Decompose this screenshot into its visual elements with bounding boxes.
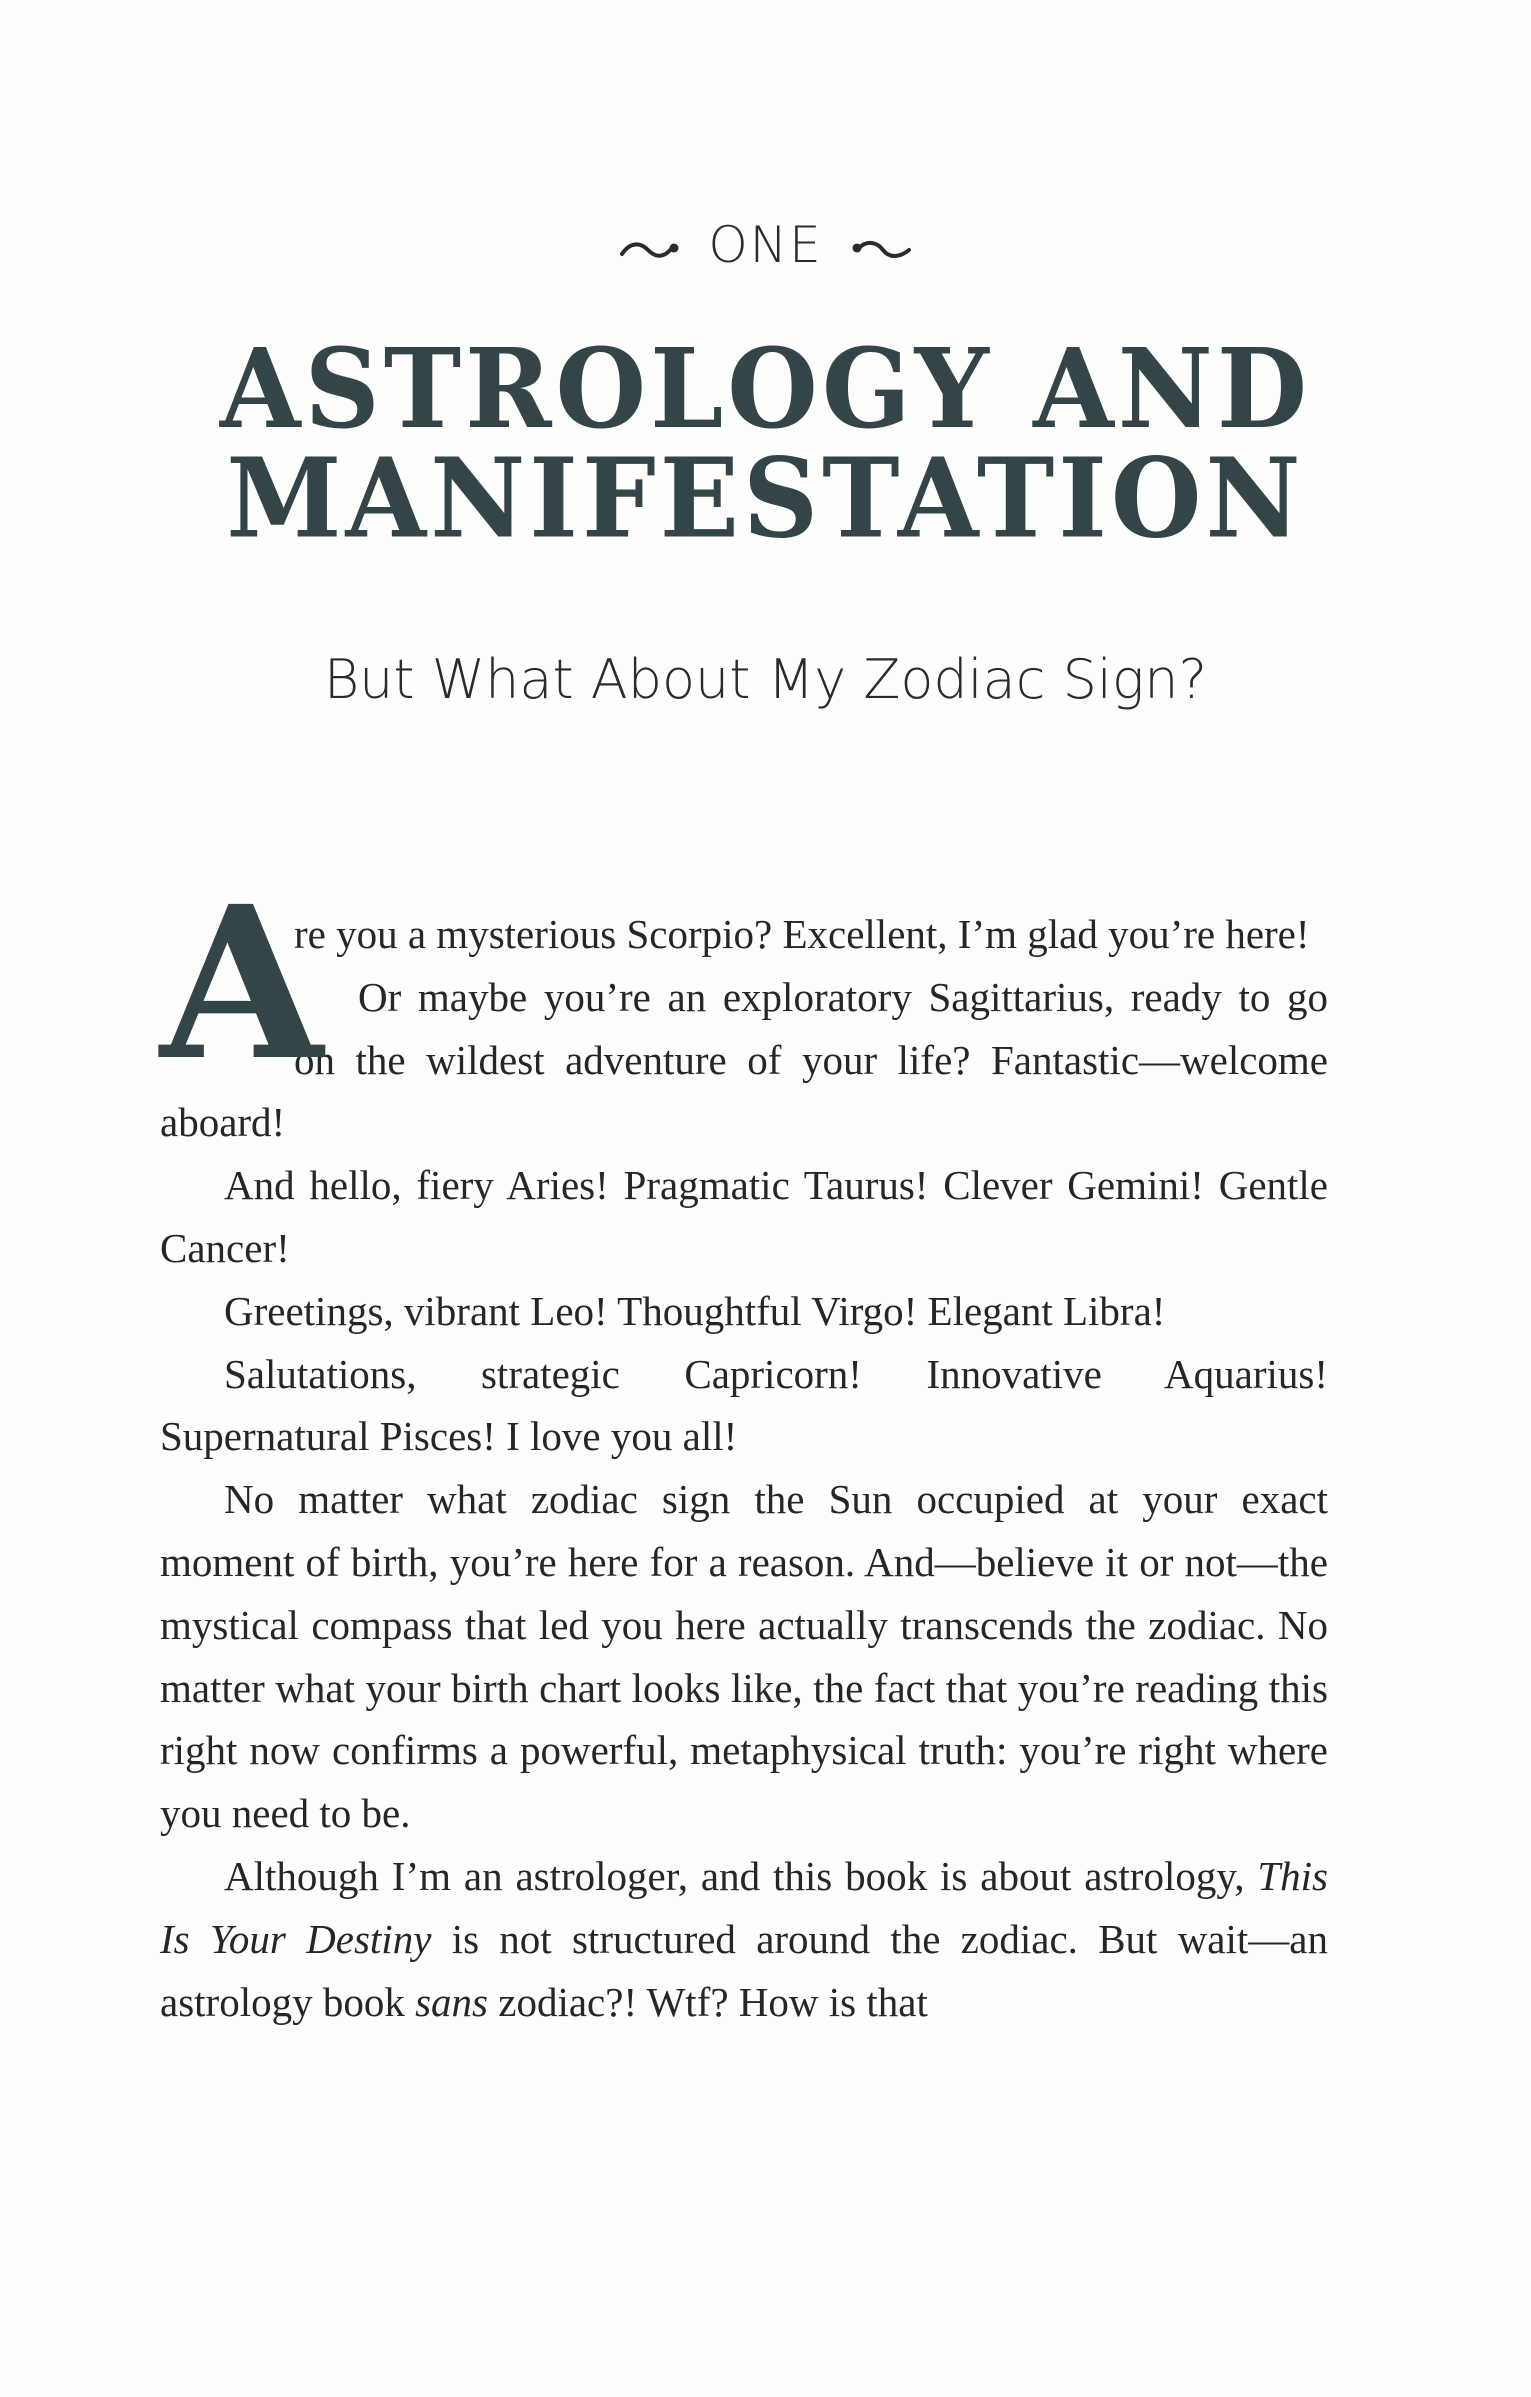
paragraph: Greetings, vibrant Leo! Thoughtful Virgo! Elegant Libra! bbox=[224, 1287, 1166, 1334]
paragraph-text: is not structured around the zodiac. But wait—an astrology book bbox=[160, 1915, 1328, 2025]
chapter-subtitle: But What About My Zodiac Sign? bbox=[323, 648, 1208, 711]
paragraph-text: zodiac?! Wtf? How is that bbox=[498, 1978, 928, 2025]
drop-cap bbox=[160, 860, 323, 1107]
paragraph: Salutations, strategic Capricorn! Innovative Aquarius! Supernatural Pisces! I love you all! bbox=[160, 1350, 1328, 1460]
paragraph-text: re you a mysterious Scorpio? Excellent, I’m glad you’re here! bbox=[294, 911, 1310, 957]
chapter-number-label: ONE bbox=[708, 216, 823, 274]
body-text bbox=[160, 860, 1329, 2033]
flourish-icon bbox=[851, 236, 913, 262]
italic-word: sans bbox=[415, 1978, 489, 2025]
chapter-title-line-1: ASTROLOGY AND bbox=[219, 324, 1312, 454]
paragraph: Or maybe you’re an exploratory Sagittarius, ready to go on the wildest adventure of your life? Fantastic—welcome aboard! bbox=[160, 973, 1328, 1146]
flourish-icon bbox=[618, 236, 680, 262]
drop-cap-letter: A bbox=[160, 860, 323, 1107]
book-title: This Is Your Destiny bbox=[160, 1852, 1329, 1962]
paragraph: No matter what zodiac sign the Sun occupied at your exact moment of birth, you’re here for a reason. And—believe it or not—the mystical compass that led you here actually transcends the zodiac. No matter what your birth chart looks like, the fact that you’re reading this right now confirms a powerful, metaphysical truth: you’re right where you need to be. bbox=[160, 1476, 1328, 1837]
paragraph bbox=[160, 1845, 1328, 2033]
paragraph: And hello, fiery Aries! Pragmatic Taurus! Clever Gemini! Gentle Cancer! bbox=[160, 1162, 1328, 1271]
chapter-title-line-2: MANIFESTATION bbox=[226, 433, 1305, 563]
chapter-number bbox=[0, 205, 1531, 285]
chapter-title bbox=[0, 324, 1531, 563]
paragraph-text: Although I’m an astrologer, and this book is about astrology, bbox=[224, 1852, 1245, 1899]
